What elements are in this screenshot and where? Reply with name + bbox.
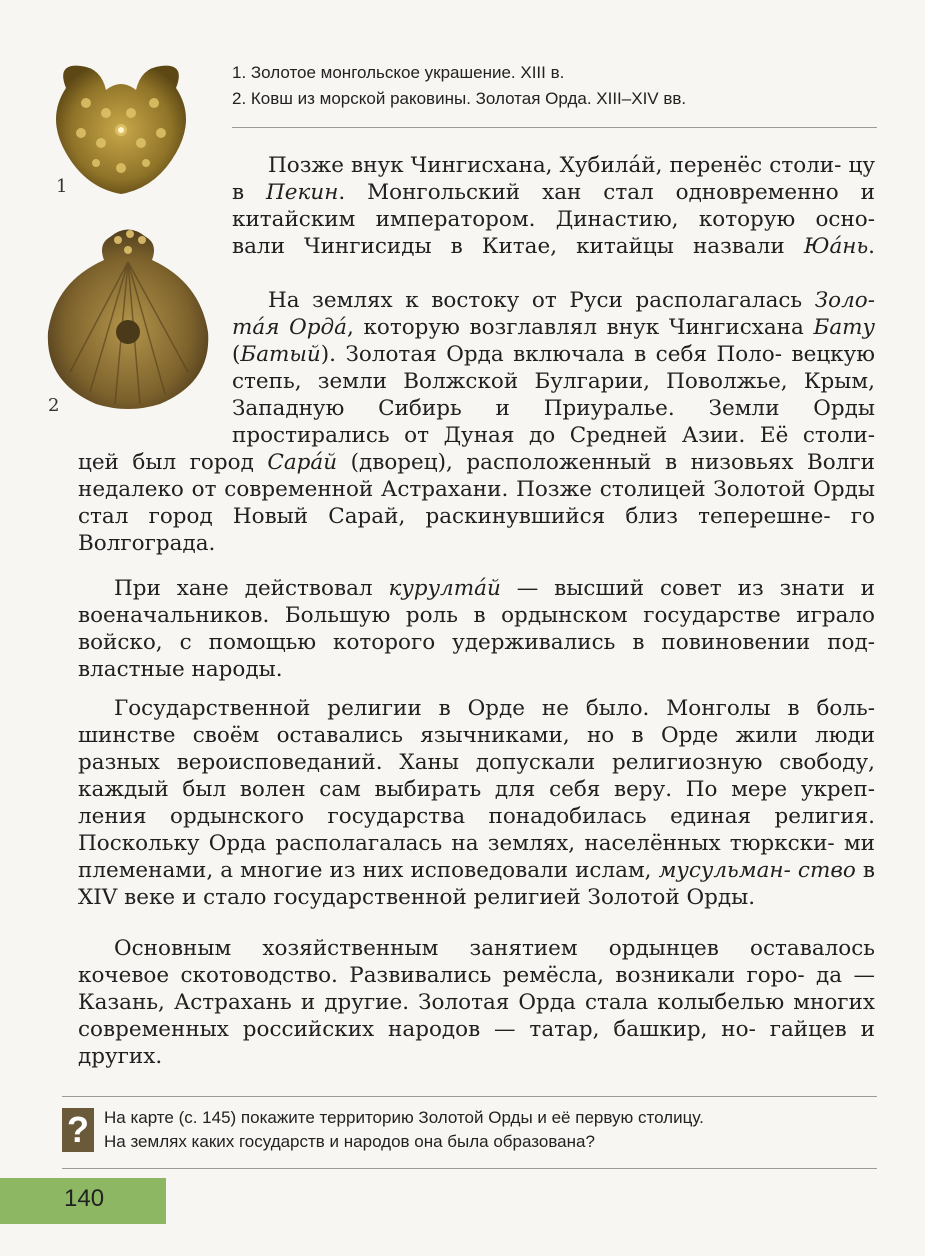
p4-line-1: Государственной религии в Орде не было. Монголы в боль- — [114, 696, 875, 721]
question-text — [104, 1106, 864, 1154]
question-top-divider — [62, 1096, 877, 1097]
p4-line-4: каждый был волен сам выбирать для себя веру. По мере укреп- — [78, 777, 875, 802]
p4-line-7a: ми племенами, а многие из них исповедовали ислам, — [78, 831, 875, 883]
p5-line-3: да — Казань, Астрахань и другие. Золотая Орда стала колыбелью — [78, 963, 875, 1015]
figure-captions — [232, 60, 877, 112]
p5-line-1: Основным хозяйственным занятием ордынцев оставалось — [114, 936, 875, 961]
p1-line-4: вали Чингисиды в Китае, китайцы назвали — [232, 234, 785, 259]
p4-line-2: шинстве своём оставались язычниками, но в Орде жили люди — [78, 723, 875, 748]
question-bottom-divider — [62, 1168, 877, 1169]
p2-line-8: недалеко от современной Астрахани. Позже столицей Золотой — [78, 477, 806, 502]
paragraph-4 — [78, 695, 875, 911]
p2-line-1b: Золо- — [814, 288, 875, 313]
p5-line-5: гайцев и других. — [78, 1017, 875, 1069]
p4-islam-2: ство — [797, 858, 856, 883]
question-line-2: На землях каких государств и народов она была образована? — [104, 1132, 595, 1151]
p2-line-1a: На землях к востоку от Руси располагалась — [268, 288, 803, 313]
question-icon: ? — [62, 1108, 94, 1152]
figure-2-number: 2 — [48, 395, 60, 416]
figure-1-number: 1 — [56, 176, 68, 197]
shell-ladle-image — [40, 222, 215, 412]
p2-line-6: простирались от Дуная до Средней Азии. Её столи- — [232, 423, 875, 448]
p1-yuan: Юа́нь — [803, 234, 869, 259]
p3-line-2: военачальников. Большую роль в ордынском государстве играло — [78, 603, 875, 628]
paragraph-5 — [78, 935, 875, 1070]
p4-line-6: Поскольку Орда располагалась на землях, населённых тюркски- — [78, 831, 835, 856]
p2-line-7a: цей был город — [78, 450, 254, 475]
p3-kurultai: курулта́й — [388, 576, 501, 601]
p2-line-7c: (дворец), расположенный в низовьях Волги — [337, 450, 875, 475]
p1-end: . — [868, 234, 875, 259]
p1-line-3: китайским императором. Династию, которую осно- — [232, 207, 875, 232]
p3-line-1c: — высший совет из знати и — [500, 576, 875, 601]
paragraph-3 — [78, 575, 875, 683]
p1-peking: Пекин — [266, 180, 339, 205]
p2-line-9: Орды стал город Новый Сарай, раскинувшийся близ теперешне- — [78, 477, 875, 529]
caption-1: 1. Золотое монгольское украшение. XIII в. — [232, 63, 565, 82]
p4-islam-1: мусульман- — [658, 858, 791, 883]
p4-line-8b: в XIV веке и стало государственной религией Золотой Орды. — [78, 858, 875, 910]
question-line-1: На карте (с. 145) покажите территорию Золотой Орды и её первую столицу. — [104, 1108, 704, 1127]
paragraph-2-wide — [78, 449, 875, 557]
paragraph-1 — [232, 152, 875, 260]
p2-batu: Бату — [813, 315, 875, 340]
p3-line-1a: При хане действовал — [114, 576, 373, 601]
p1-line-2-start: цу в — [232, 153, 875, 205]
p1-line-2-end: . Монгольский хан стал одновременно и — [338, 180, 875, 205]
caption-2: 2. Ковш из морской раковины. Золотая Орда. XIII–XIV вв. — [232, 89, 687, 108]
page-number: 140 — [64, 1185, 105, 1212]
p2-golden-horde: та́я Орда́ — [232, 315, 347, 340]
p2-sarai: Сара́й — [267, 450, 338, 475]
caption-divider — [232, 127, 877, 128]
paragraph-2-narrow — [232, 287, 875, 449]
p3-line-3: войско, с помощью которого удерживались в повиновении под- — [78, 630, 875, 655]
p2-line-2b: , которую возглавлял внук Чингисхана — [346, 315, 804, 340]
p3-line-4: властные народы. — [78, 657, 283, 682]
p5-line-4: многих современных российских народов — татар, башкир, но- — [78, 990, 875, 1042]
p2-line-3d: ). Золотая Орда включала в себя Поло- — [320, 342, 783, 367]
p4-line-5: ления ордынского государства понадобилась единая религия. — [78, 804, 875, 829]
p5-line-2: кочевое скотоводство. Развивались ремёсла, возникали горо- — [78, 963, 805, 988]
p2-batyi: Батый — [240, 342, 321, 367]
p2-line-10: го Волгограда. — [78, 504, 875, 556]
p2-line-5: Крым, Западную Сибирь и Приуралье. Земли Орды — [232, 369, 875, 421]
gold-ornament-image — [46, 58, 196, 198]
p1-line-1: Позже внук Чингисхана, Хубила́й, перенёс столи- — [268, 153, 842, 178]
p4-line-3: разных вероисповеданий. Ханы допускали религиозную свободу, — [78, 750, 875, 775]
p2-paren: ( — [232, 342, 241, 367]
p2-line-4: вецкую степь, земли Волжской Булгарии, Поволжье, — [232, 342, 875, 394]
